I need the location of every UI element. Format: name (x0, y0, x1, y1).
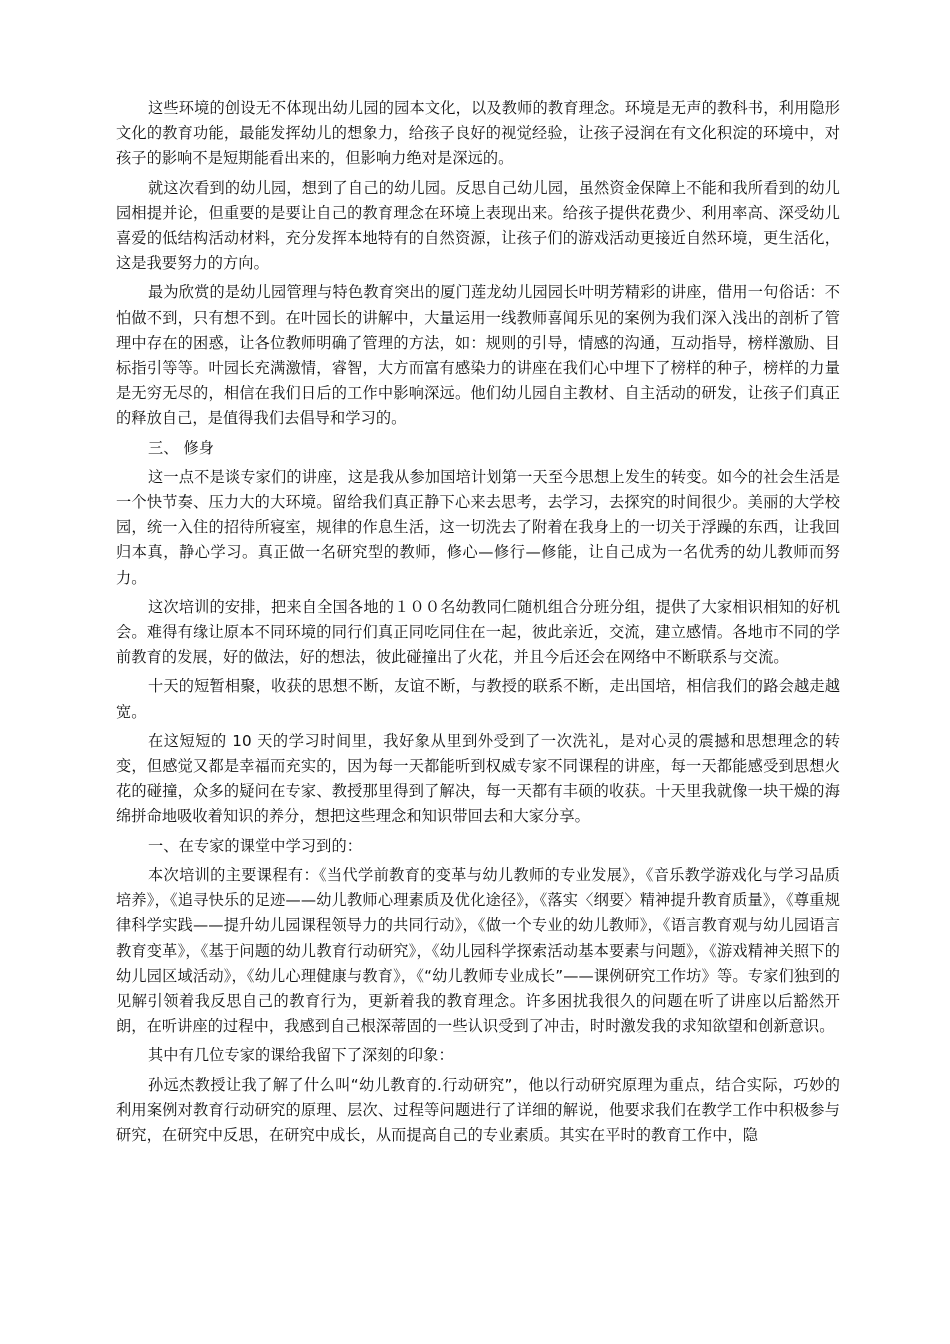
document-body (116, 96, 840, 1152)
paragraph: 最为欣赏的是幼儿园管理与特色教育突出的厦门莲龙幼儿园园长叶明芳精彩的讲座，借用一句俗话：不怕做不到，只有想不到。在叶园长的讲解中，大量运用一线教师喜闻乐见的案例为我们深入浅出的剖析了管理中存在的困惑，让各位教师明确了管理的方法，如：规则的引导，情感的沟通，互动指导，榜样激励、目标指引等等。叶园长充满激情，睿智，大方而富有感染力的讲座在我们心中埋下了榜样的种子，榜样的力量是无穷无尽的，相信在我们日后的工作中影响深远。他们幼儿园自主教材、自主活动的研发，让孩子们真正的释放自己，是值得我们去倡导和学习的。 (116, 283, 840, 428)
paragraph: 十天的短暂相聚，收获的思想不断，友谊不断，与教授的联系不断，走出国培，相信我们的路会越走越宽。 (116, 677, 840, 721)
paragraph: 就这次看到的幼儿园，想到了自己的幼儿园。反思自己幼儿园，虽然资金保障上不能和我所看到的幼儿园相提并论，但重要的是要让自己的教育理念在环境上表现出来。给孩子提供花费少、利用率高、深受幼儿喜爱的低结构活动材料，充分发挥本地特有的自然资源，让孩子们的游戏活动更接近自然环境，更生活化，这是我要努力的方向。 (116, 178, 840, 273)
paragraph: 这些环境的创设无不体现出幼儿园的园本文化，以及教师的教育理念。环境是无声的教科书，利用隐形文化的教育功能，最能发挥幼儿的想象力，给孩子良好的视觉经验，让孩子浸润在有文化积淀的环境中，对孩子的影响不是短期能看出来的，但影响力绝对是深远的。 (116, 99, 840, 168)
paragraph: 其中有几位专家的课给我留下了深刻的印象： (148, 1046, 454, 1065)
paragraph: 这次培训的安排，把来自全国各地的１００名幼教同仁随机组合分班分组，提供了大家相识相知的好机会。难得有缘让原本不同环境的同行们真正同吃同住在一起，彼此亲近，交流，建立感情。各地市不同的学前教育的发展，好的做法，好的想法，彼此碰撞出了火花，并且今后还会在网络中不断联系与交流。 (116, 597, 840, 667)
paragraph: 在这短短的 10 天的学习时间里，我好象从里到外受到了一次洗礼，是对心灵的震撼和思想理念的转变，但感觉又都是幸福而充实的，因为每一天都能听到权威专家不同课程的讲座，每一天都能感受到思想火花的碰撞，众多的疑问在专家、教授那里得到了解决，每一天都有丰硕的收获。十天里我就像一块干燥的海绵拼命地吸收着知识的养分，想把这些理念和知识带回去和大家分享。 (116, 731, 840, 826)
section-heading: 一、在专家的课堂中学习到的： (148, 836, 363, 855)
section-heading: 三、 修身 (148, 438, 215, 457)
paragraph: 孙远杰教授让我了解了什么叫“幼儿教育的.行动研究”，他以行动研究原理为重点，结合实际，巧妙的利用案例对教育行动研究的原理、层次、过程等问题进行了详细的解说，他要求我们在教学工作中积极参与研究，在研究中反思，在研究中成长，从而提高自己的专业素质。其实在平时的教育工作中，隐 (116, 1075, 840, 1144)
paragraph: 本次培训的主要课程有：《当代学前教育的变革与幼儿教师的专业发展》，《音乐教学游戏化与学习品质培养》，《追寻快乐的足迹——幼儿教师心理素质及优化途径》，《落实〈纲要〉精神提升教育质量》，《尊重规律科学实践——提升幼儿园课程领导力的共同行动》，《做一个专业的幼儿教师》，《语言教育观与幼儿园语言教育变革》，《基于问题的幼儿教育行动研究》，《幼儿园科学探索活动基本要素与问题》，《游戏精神关照下的幼儿园区域活动》，《幼儿心理健康与教育》，《“幼儿教师专业成长”——课例研究工作坊》等。专家们独到的见解引领着我反思自己的教育行为，更新着我的教育理念。许多困扰我很久的问题在听了讲座以后豁然开朗，在听讲座的过程中，我感到自己根深蒂固的一些认识受到了冲击，时时激发我的求知欲望和创新意识。 (116, 865, 840, 1036)
paragraph: 这一点不是谈专家们的讲座，这是我从参加国培计划第一天至今思想上发生的转变。如今的社会生活是一个快节奏、压力大的大环境。留给我们真正静下心来去思考，去学习，去探究的时间很少。美丽的大学校园，统一入住的招待所寝室，规律的作息生活，这一切洗去了附着在我身上的一切关于浮躁的东西，让我回归本真，静心学习。真正做一名研究型的教师，修心—修行—修能，让自己成为一名优秀的幼儿教师而努力。 (116, 467, 840, 587)
